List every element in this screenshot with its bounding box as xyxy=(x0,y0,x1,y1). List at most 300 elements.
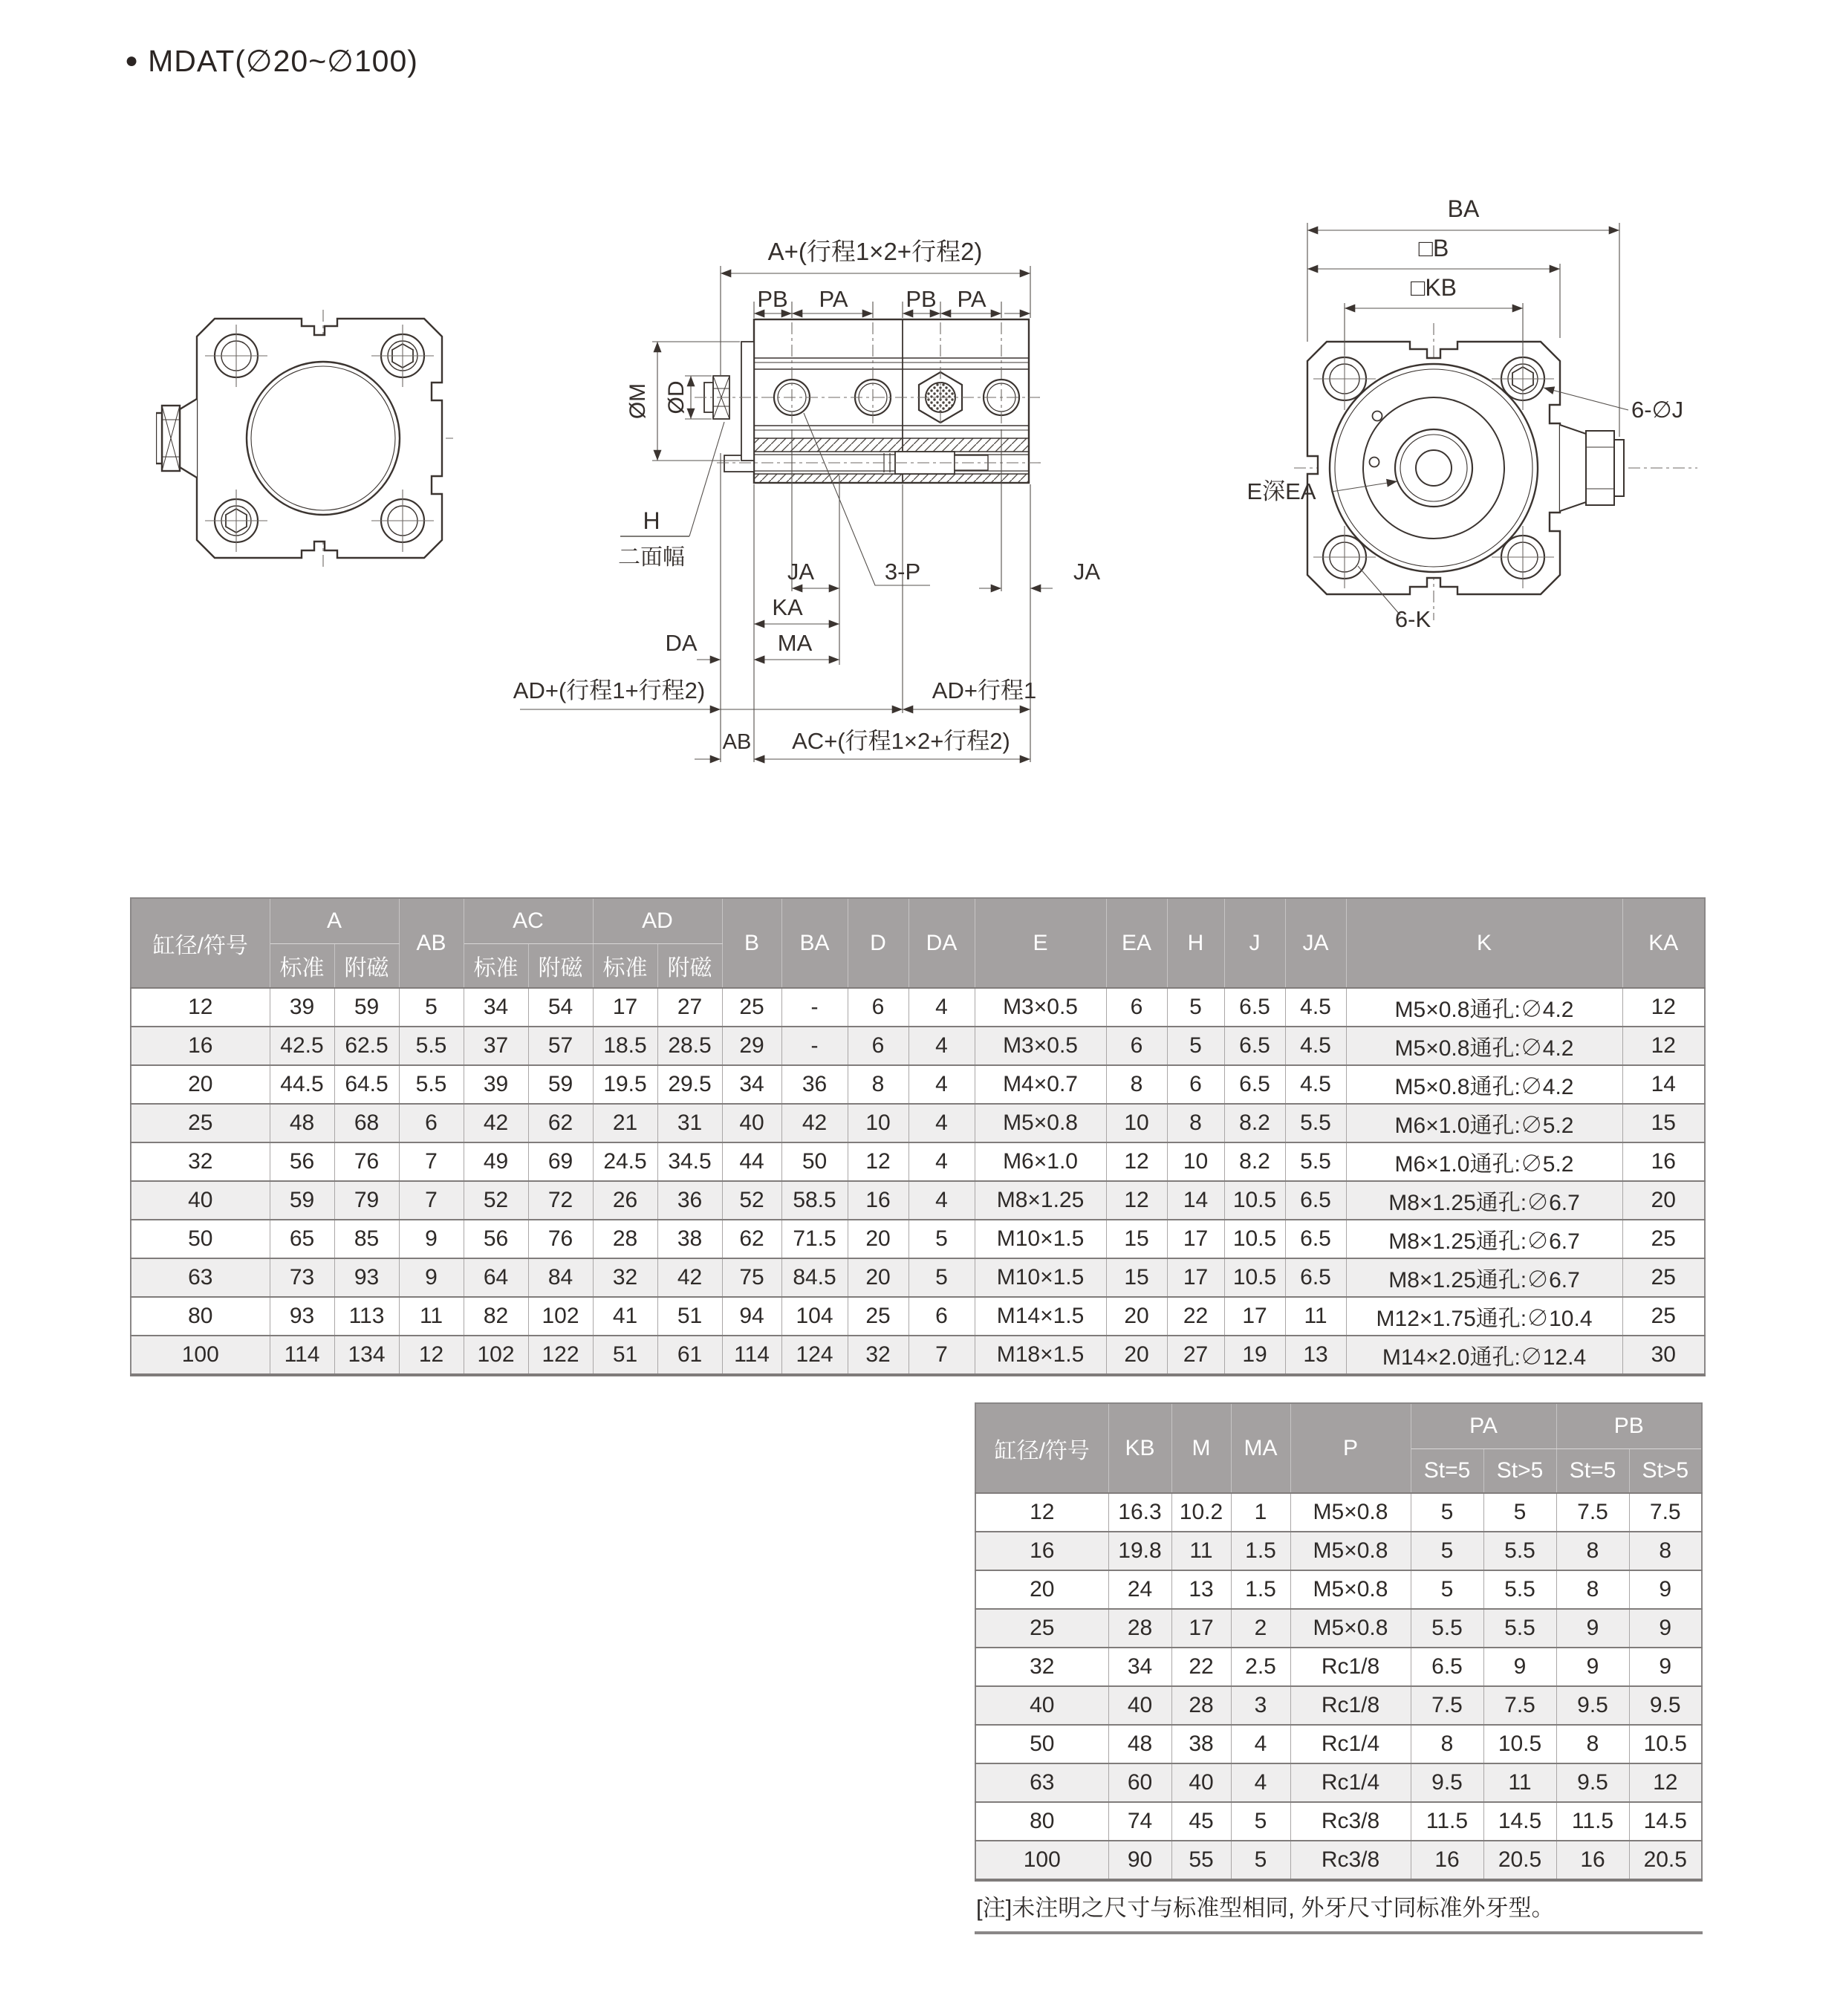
table-cell: 8 xyxy=(1556,1725,1629,1763)
table-cell: 62 xyxy=(722,1220,781,1258)
dim-label-phi-d: ØD xyxy=(664,380,689,414)
port-dimension-table xyxy=(975,1402,1703,1882)
table-cell: 40 xyxy=(1108,1686,1171,1725)
table-cell: 25 xyxy=(131,1104,270,1142)
table-row xyxy=(975,1609,1702,1648)
col-header-pa: PA xyxy=(1411,1403,1556,1449)
table-cell: 57 xyxy=(528,1027,593,1065)
table-cell: 32 xyxy=(848,1336,909,1375)
table-cell: 9 xyxy=(399,1220,464,1258)
table-cell: 42 xyxy=(781,1104,848,1142)
table-cell: 10.5 xyxy=(1224,1258,1285,1297)
table-cell: M5×0.8 xyxy=(975,1104,1106,1142)
dim-label-ja-right: JA xyxy=(1073,559,1101,585)
table-cell: 11.5 xyxy=(1411,1802,1483,1841)
table-cell: 29 xyxy=(722,1027,781,1065)
table-cell: 16.3 xyxy=(1108,1493,1171,1532)
table-cell: 34 xyxy=(722,1065,781,1104)
table-row xyxy=(975,1841,1702,1880)
table-cell: 16 xyxy=(1556,1841,1629,1880)
table-cell: 6.5 xyxy=(1411,1648,1483,1686)
table-cell: Rc3/8 xyxy=(1290,1841,1411,1880)
table-cell: 72 xyxy=(528,1181,593,1220)
table-cell: M6×1.0通孔:∅5.2 xyxy=(1346,1104,1622,1142)
table-cell: 1.5 xyxy=(1231,1570,1290,1609)
dim-label-3p: 3-P xyxy=(884,559,921,585)
table-cell: 62 xyxy=(528,1104,593,1142)
table-cell: 51 xyxy=(593,1336,657,1375)
table-cell: 114 xyxy=(270,1336,334,1375)
table-cell: 20 xyxy=(131,1065,270,1104)
table-cell: 24.5 xyxy=(593,1142,657,1181)
dim-label-a-total: A+(行程1×2+行程2) xyxy=(767,238,983,265)
table-row xyxy=(131,1104,1705,1142)
table-cell: M6×1.0 xyxy=(975,1142,1106,1181)
col-header-d: D xyxy=(848,898,909,988)
table-cell: 5.5 xyxy=(1411,1609,1483,1648)
col-subheader-a-mag: 附磁 xyxy=(334,944,399,989)
col-header-k: K xyxy=(1346,898,1622,988)
table-cell: 59 xyxy=(528,1065,593,1104)
table-cell: M3×0.5 xyxy=(975,988,1106,1027)
page-title xyxy=(125,43,418,79)
dim-label-pb2: PB xyxy=(906,286,937,312)
col-header-b: B xyxy=(722,898,781,988)
side-view-dim-labels xyxy=(513,238,1101,754)
table-cell: 25 xyxy=(1622,1297,1705,1336)
dim-label-ac-total: AC+(行程1×2+行程2) xyxy=(792,728,1010,754)
table-cell: 5 xyxy=(1231,1841,1290,1880)
col-header-e: E xyxy=(975,898,1106,988)
table-cell: M14×1.5 xyxy=(975,1297,1106,1336)
table-cell: 17 xyxy=(1167,1220,1224,1258)
table-cell: M5×0.8 xyxy=(1290,1493,1411,1532)
table-cell: 11 xyxy=(1285,1297,1346,1336)
col-subheader-pb-st5: St=5 xyxy=(1556,1449,1629,1494)
table-cell: 25 xyxy=(975,1609,1108,1648)
table-cell: 4 xyxy=(909,1065,975,1104)
table-cell: 17 xyxy=(1171,1609,1231,1648)
table-cell: 8 xyxy=(848,1065,909,1104)
main-dimension-table xyxy=(130,897,1706,1376)
table-cell: 21 xyxy=(593,1104,657,1142)
table-cell: 17 xyxy=(593,988,657,1027)
table-cell: 79 xyxy=(334,1181,399,1220)
table-cell: 104 xyxy=(781,1297,848,1336)
table-cell: 59 xyxy=(270,1181,334,1220)
table-cell: M10×1.5 xyxy=(975,1220,1106,1258)
table-cell: 11 xyxy=(1483,1763,1556,1802)
table-cell: 5 xyxy=(909,1220,975,1258)
table-cell: 74 xyxy=(1108,1802,1171,1841)
table-cell: 28 xyxy=(593,1220,657,1258)
table-row xyxy=(975,1802,1702,1841)
table-cell: M5×0.8 xyxy=(1290,1570,1411,1609)
col-header-ab: AB xyxy=(399,898,464,988)
table-cell: 36 xyxy=(657,1181,722,1220)
table-cell: 134 xyxy=(334,1336,399,1375)
table-cell: M10×1.5 xyxy=(975,1258,1106,1297)
table-cell: 44 xyxy=(722,1142,781,1181)
rear-view-drawing xyxy=(1211,186,1701,631)
table-cell: 4.5 xyxy=(1285,988,1346,1027)
table-cell: 25 xyxy=(1622,1258,1705,1297)
table-cell: 9 xyxy=(1629,1570,1702,1609)
table-cell: 38 xyxy=(657,1220,722,1258)
table-cell: 5 xyxy=(1411,1532,1483,1570)
table-cell: 28 xyxy=(1108,1609,1171,1648)
table-cell: M8×1.25 xyxy=(975,1181,1106,1220)
table-cell: M5×0.8通孔:∅4.2 xyxy=(1346,1065,1622,1104)
table-row xyxy=(975,1686,1702,1725)
table-cell: 90 xyxy=(1108,1841,1171,1880)
table-cell: 102 xyxy=(528,1297,593,1336)
col-header-j: J xyxy=(1224,898,1285,988)
table-cell: 10 xyxy=(848,1104,909,1142)
col-subheader-pa-stgt5: St>5 xyxy=(1483,1449,1556,1494)
table-cell: 12 xyxy=(131,988,270,1027)
table-cell: 84 xyxy=(528,1258,593,1297)
table-cell: M5×0.8 xyxy=(1290,1609,1411,1648)
table-cell: 20 xyxy=(1106,1297,1167,1336)
col-header-p: P xyxy=(1290,1403,1411,1493)
table-cell: 19 xyxy=(1224,1336,1285,1375)
table-row xyxy=(975,1570,1702,1609)
table-cell: 31 xyxy=(657,1104,722,1142)
table-row xyxy=(131,988,1705,1027)
table-cell: M4×0.7 xyxy=(975,1065,1106,1104)
table-cell: 60 xyxy=(1108,1763,1171,1802)
table-cell: 28.5 xyxy=(657,1027,722,1065)
dim-label-6j: 6-∅J xyxy=(1631,397,1684,423)
table-cell: 84.5 xyxy=(781,1258,848,1297)
table-cell: 5.5 xyxy=(399,1027,464,1065)
table-cell: 14.5 xyxy=(1629,1802,1702,1841)
col-header-ka: KA xyxy=(1622,898,1705,988)
table-cell: 20.5 xyxy=(1483,1841,1556,1880)
col-header-pb: PB xyxy=(1556,1403,1702,1449)
main-dimension-table-wrap xyxy=(130,897,1704,1376)
table-cell: 25 xyxy=(1622,1220,1705,1258)
table-cell: 5.5 xyxy=(1285,1142,1346,1181)
front-view-drawing xyxy=(156,308,453,568)
table-cell: 4.5 xyxy=(1285,1027,1346,1065)
table-cell: 9.5 xyxy=(1556,1763,1629,1802)
table-cell: 4 xyxy=(1231,1725,1290,1763)
table-cell: 122 xyxy=(528,1336,593,1375)
table-cell: 25 xyxy=(848,1297,909,1336)
table-cell: 34 xyxy=(464,988,528,1027)
table-cell: 2 xyxy=(1231,1609,1290,1648)
table-cell: 19.8 xyxy=(1108,1532,1171,1570)
table-cell: 12 xyxy=(1622,1027,1705,1065)
table-cell: 8 xyxy=(1167,1104,1224,1142)
table-row xyxy=(131,1297,1705,1336)
table-cell: 4 xyxy=(909,1142,975,1181)
table-cell: 9.5 xyxy=(1629,1686,1702,1725)
table-cell: 20 xyxy=(848,1258,909,1297)
dim-label-b: □B xyxy=(1418,235,1449,261)
table-cell: 37 xyxy=(464,1027,528,1065)
table-cell: M5×0.8通孔:∅4.2 xyxy=(1346,1027,1622,1065)
table-cell: 63 xyxy=(131,1258,270,1297)
table-cell: 82 xyxy=(464,1297,528,1336)
table-cell: 17 xyxy=(1167,1258,1224,1297)
side-view-rod-nut xyxy=(704,342,754,461)
table-cell: 10.5 xyxy=(1629,1725,1702,1763)
dim-label-da: DA xyxy=(665,630,698,656)
table-cell: Rc1/8 xyxy=(1290,1686,1411,1725)
table-cell: 56 xyxy=(270,1142,334,1181)
table-cell: 4 xyxy=(909,1181,975,1220)
table-cell: 5.5 xyxy=(399,1065,464,1104)
table-cell: 8.2 xyxy=(1224,1104,1285,1142)
dim-label-pb1: PB xyxy=(757,286,788,312)
table-cell: M18×1.5 xyxy=(975,1336,1106,1375)
table-cell: 8.2 xyxy=(1224,1142,1285,1181)
table-cell: 10 xyxy=(1106,1104,1167,1142)
table-cell: 5 xyxy=(1411,1570,1483,1609)
table-cell: 6 xyxy=(848,988,909,1027)
table-cell: 20 xyxy=(848,1220,909,1258)
dim-label-ka: KA xyxy=(772,594,803,620)
table-cell: 93 xyxy=(334,1258,399,1297)
table-cell: 55 xyxy=(1171,1841,1231,1880)
table-cell: 9 xyxy=(1556,1609,1629,1648)
table-cell: Rc1/8 xyxy=(1290,1648,1411,1686)
table-cell: 6.5 xyxy=(1285,1258,1346,1297)
table-cell: 44.5 xyxy=(270,1065,334,1104)
col-header-ma: MA xyxy=(1231,1403,1290,1493)
col-header-a: A xyxy=(270,898,399,944)
col-header-ja: JA xyxy=(1285,898,1346,988)
table-cell: 2.5 xyxy=(1231,1648,1290,1686)
table-cell: 100 xyxy=(975,1841,1108,1880)
col-subheader-ad-mag: 附磁 xyxy=(657,944,722,989)
table-cell: M3×0.5 xyxy=(975,1027,1106,1065)
dim-label-pa2: PA xyxy=(957,286,986,312)
table-cell: 34.5 xyxy=(657,1142,722,1181)
table-cell: 13 xyxy=(1285,1336,1346,1375)
table-cell: 7.5 xyxy=(1483,1686,1556,1725)
col-header-da: DA xyxy=(909,898,975,988)
table-cell: 6 xyxy=(1167,1065,1224,1104)
table-cell: 58.5 xyxy=(781,1181,848,1220)
table-cell: 30 xyxy=(1622,1336,1705,1375)
table-cell: 68 xyxy=(334,1104,399,1142)
dim-label-ad-total: AD+(行程1+行程2) xyxy=(513,677,706,703)
table-cell: 28 xyxy=(1171,1686,1231,1725)
table-cell: 17 xyxy=(1224,1297,1285,1336)
table-row xyxy=(131,1027,1705,1065)
table-note: [注]未注明之尺寸与标准型相同, 外牙尺寸同标准外牙型。 xyxy=(975,1882,1703,1934)
table-cell: 7 xyxy=(399,1181,464,1220)
table-cell: 61 xyxy=(657,1336,722,1375)
table-cell: 9.5 xyxy=(1556,1686,1629,1725)
table-cell: 16 xyxy=(1411,1841,1483,1880)
table-cell: M6×1.0通孔:∅5.2 xyxy=(1346,1142,1622,1181)
table-cell: 76 xyxy=(528,1220,593,1258)
table-cell: 14 xyxy=(1622,1065,1705,1104)
table-cell: 9 xyxy=(1556,1648,1629,1686)
table-cell: 5 xyxy=(1167,988,1224,1027)
table-row xyxy=(131,1258,1705,1297)
dim-label-ab: AB xyxy=(722,730,752,754)
table-cell: 29.5 xyxy=(657,1065,722,1104)
table-cell: 6 xyxy=(909,1297,975,1336)
table-cell: Rc1/4 xyxy=(1290,1763,1411,1802)
col-header-kb: KB xyxy=(1108,1403,1171,1493)
table-cell: 12 xyxy=(1106,1142,1167,1181)
table-cell: 11.5 xyxy=(1556,1802,1629,1841)
table-row xyxy=(975,1493,1702,1532)
table-cell: 50 xyxy=(975,1725,1108,1763)
table-cell: M5×0.8通孔:∅4.2 xyxy=(1346,988,1622,1027)
table-cell: 16 xyxy=(975,1532,1108,1570)
table-cell: - xyxy=(781,988,848,1027)
table-cell: 16 xyxy=(131,1027,270,1065)
table-cell: Rc1/4 xyxy=(1290,1725,1411,1763)
table-cell: 69 xyxy=(528,1142,593,1181)
col-header-ea: EA xyxy=(1106,898,1167,988)
table-cell: 36 xyxy=(781,1065,848,1104)
table-row xyxy=(975,1532,1702,1570)
col-subheader-pb-stgt5: St>5 xyxy=(1629,1449,1702,1494)
table-cell: 9.5 xyxy=(1411,1763,1483,1802)
table-cell: 64.5 xyxy=(334,1065,399,1104)
table-cell: 9 xyxy=(399,1258,464,1297)
table-cell: 5 xyxy=(1231,1802,1290,1841)
table-cell: 32 xyxy=(975,1648,1108,1686)
table-cell: 34 xyxy=(1108,1648,1171,1686)
dim-label-e-ea: E深EA xyxy=(1246,478,1316,504)
table-cell: 50 xyxy=(131,1220,270,1258)
table-cell: 113 xyxy=(334,1297,399,1336)
table-cell: 10.2 xyxy=(1171,1493,1231,1532)
table-cell: 16 xyxy=(1622,1142,1705,1181)
table-cell: 4 xyxy=(909,1027,975,1065)
table-cell: 1 xyxy=(1231,1493,1290,1532)
table-cell: 19.5 xyxy=(593,1065,657,1104)
table-cell: 10.5 xyxy=(1224,1181,1285,1220)
table-cell: 7.5 xyxy=(1411,1686,1483,1725)
table-cell: 12 xyxy=(1622,988,1705,1027)
table-cell: 48 xyxy=(1108,1725,1171,1763)
table-cell: 75 xyxy=(722,1258,781,1297)
table-cell: 41 xyxy=(593,1297,657,1336)
table-cell: 94 xyxy=(722,1297,781,1336)
table-cell: 9 xyxy=(1483,1648,1556,1686)
dim-label-ba: BA xyxy=(1447,195,1480,222)
table-cell: Rc3/8 xyxy=(1290,1802,1411,1841)
table-cell: M8×1.25通孔:∅6.7 xyxy=(1346,1258,1622,1297)
table-cell: 8 xyxy=(1106,1065,1167,1104)
table-row xyxy=(131,1065,1705,1104)
table-row xyxy=(975,1725,1702,1763)
table-cell: 11 xyxy=(1171,1532,1231,1570)
table-cell: 42.5 xyxy=(270,1027,334,1065)
dim-label-phi-m: ØM xyxy=(625,383,650,420)
table-cell: 50 xyxy=(781,1142,848,1181)
table-cell: M14×2.0通孔:∅12.4 xyxy=(1346,1336,1622,1375)
table-cell: 20 xyxy=(975,1570,1108,1609)
table-cell: 102 xyxy=(464,1336,528,1375)
dim-label-kb: □KB xyxy=(1410,274,1457,301)
table-cell: 32 xyxy=(593,1258,657,1297)
table-cell: 8 xyxy=(1629,1532,1702,1570)
table-cell: 4 xyxy=(1231,1763,1290,1802)
col-subheader-pa-st5: St=5 xyxy=(1411,1449,1483,1494)
port-dimension-table-wrap xyxy=(975,1402,1703,1934)
table-cell: 6.5 xyxy=(1224,988,1285,1027)
table-cell: 63 xyxy=(975,1763,1108,1802)
table-cell: 4 xyxy=(909,1104,975,1142)
table-cell: 7.5 xyxy=(1556,1493,1629,1532)
table-cell: 80 xyxy=(131,1297,270,1336)
table-cell: 3 xyxy=(1231,1686,1290,1725)
table-row xyxy=(131,1142,1705,1181)
table-cell: 26 xyxy=(593,1181,657,1220)
table-cell: 7 xyxy=(909,1336,975,1375)
table-cell: 13 xyxy=(1171,1570,1231,1609)
table-cell: 49 xyxy=(464,1142,528,1181)
table-cell: 6.5 xyxy=(1224,1027,1285,1065)
table-cell: 16 xyxy=(848,1181,909,1220)
table-cell: 76 xyxy=(334,1142,399,1181)
table-cell: 42 xyxy=(657,1258,722,1297)
col-header-bore2: 缸径/符号 xyxy=(975,1403,1108,1493)
table-cell: 4 xyxy=(909,988,975,1027)
table-cell: 6.5 xyxy=(1285,1181,1346,1220)
table-cell: 20 xyxy=(1106,1336,1167,1375)
table-cell: 56 xyxy=(464,1220,528,1258)
col-header-h: H xyxy=(1167,898,1224,988)
table-cell: 8 xyxy=(1556,1570,1629,1609)
table-cell: 6 xyxy=(1106,988,1167,1027)
col-subheader-ac-std: 标准 xyxy=(464,944,528,989)
table-cell: 32 xyxy=(131,1142,270,1181)
table-cell: 85 xyxy=(334,1220,399,1258)
table-cell: 62.5 xyxy=(334,1027,399,1065)
col-subheader-a-std: 标准 xyxy=(270,944,334,989)
table-cell: 5 xyxy=(1411,1493,1483,1532)
table-cell: 65 xyxy=(270,1220,334,1258)
main-dimension-table-body xyxy=(131,988,1705,1375)
table-cell: 5.5 xyxy=(1483,1570,1556,1609)
table-row xyxy=(975,1648,1702,1686)
table-cell: 27 xyxy=(1167,1336,1224,1375)
table-cell: 45 xyxy=(1171,1802,1231,1841)
table-cell: 25 xyxy=(722,988,781,1027)
table-cell: 6.5 xyxy=(1285,1220,1346,1258)
table-cell: 9 xyxy=(1629,1609,1702,1648)
table-row xyxy=(975,1763,1702,1802)
table-cell: 5 xyxy=(909,1258,975,1297)
port-dimension-table-body xyxy=(975,1493,1702,1880)
table-cell: 20 xyxy=(1622,1181,1705,1220)
table-cell: 14.5 xyxy=(1483,1802,1556,1841)
table-cell: 100 xyxy=(131,1336,270,1375)
table-cell: 5.5 xyxy=(1483,1532,1556,1570)
table-cell: 51 xyxy=(657,1297,722,1336)
col-header-bore: 缸径/符号 xyxy=(131,898,270,988)
table-cell: 10.5 xyxy=(1224,1220,1285,1258)
table-cell: 22 xyxy=(1171,1648,1231,1686)
col-header-ad: AD xyxy=(593,898,722,944)
table-cell: 12 xyxy=(848,1142,909,1181)
bullet-icon: ● xyxy=(125,48,140,73)
table-cell: 40 xyxy=(722,1104,781,1142)
